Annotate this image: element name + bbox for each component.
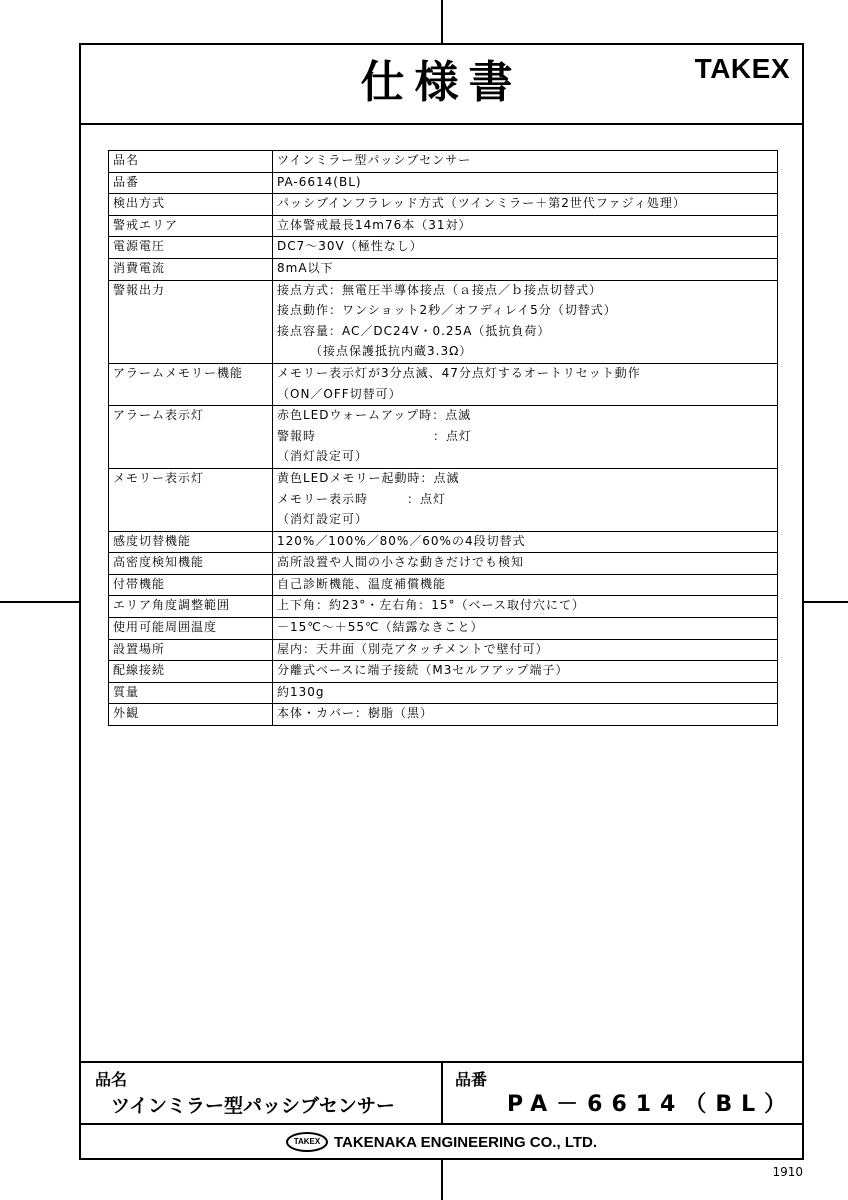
table-row <box>109 215 778 237</box>
spec-label: メモリー表示灯 <box>109 468 273 531</box>
spec-value-line: メモリー表示灯が3分点滅、47分点灯するオートリセット動作 <box>277 365 641 380</box>
spec-value <box>273 531 778 553</box>
spec-label: 使用可能周囲温度 <box>109 618 273 640</box>
spec-value-line: 8mA以下 <box>277 260 334 275</box>
page-title: 仕様書 <box>360 57 523 108</box>
spec-value <box>273 215 778 237</box>
spec-value-line: 警報時 ：点灯 <box>277 428 473 443</box>
spec-value-line: 分離式ベースに端子接続（M3セルフアップ端子） <box>277 663 569 678</box>
document-frame <box>79 43 804 1160</box>
table-row <box>109 280 778 363</box>
spec-value <box>273 194 778 216</box>
table-row <box>109 596 778 618</box>
table-row <box>109 468 778 531</box>
spec-value-line: 上下角：約23°・左右角：15°（ベース取付穴にて） <box>277 598 585 613</box>
spec-value <box>273 280 778 363</box>
spec-table <box>108 150 778 726</box>
spec-value <box>273 172 778 194</box>
spec-value <box>273 151 778 173</box>
spec-value-line: PA-6614(BL) <box>277 174 362 189</box>
spec-value <box>273 639 778 661</box>
table-row <box>109 151 778 173</box>
spec-label: 質量 <box>109 682 273 704</box>
spec-value-line: （消灯設定可） <box>277 449 369 464</box>
spec-value <box>273 596 778 618</box>
spec-label: 品名 <box>109 151 273 173</box>
spec-label: 検出方式 <box>109 194 273 216</box>
table-row <box>109 661 778 683</box>
spec-value <box>273 704 778 726</box>
spec-value <box>273 363 778 405</box>
footer-product-code <box>441 1061 802 1125</box>
spec-value-line: 自己診断機能、温度補償機能 <box>277 576 447 591</box>
spec-value-line: －15℃～＋55℃（結露なきこと） <box>277 620 484 635</box>
spec-label: 配線接続 <box>109 661 273 683</box>
table-row <box>109 531 778 553</box>
footer-code-label: 品番 <box>455 1070 488 1089</box>
spec-label: 品番 <box>109 172 273 194</box>
footer-code-value: PA－6614（BL） <box>507 1092 796 1117</box>
table-row <box>109 618 778 640</box>
table-row <box>109 237 778 259</box>
spec-value-line: 立体警戒最長14m76本（31対） <box>277 217 472 232</box>
spec-value-line: 赤色LEDウォームアップ時：点滅 <box>277 408 472 423</box>
spec-value <box>273 406 778 469</box>
spec-label: アラームメモリー機能 <box>109 363 273 405</box>
spec-value-line: 接点動作：ワンショット2秒／オフディレイ5分（切替式） <box>277 303 617 318</box>
crop-mark-right <box>804 601 848 603</box>
spec-value <box>273 618 778 640</box>
company-row <box>81 1123 802 1160</box>
spec-value <box>273 258 778 280</box>
spec-value-line: ツインミラー型パッシブセンサー <box>277 153 472 167</box>
table-row <box>109 172 778 194</box>
table-row <box>109 574 778 596</box>
spec-value-line: （ON／OFF切替可） <box>277 386 402 401</box>
spec-value-line: DC7～30V（極性なし） <box>277 239 423 254</box>
table-row <box>109 363 778 405</box>
spec-value-line: 120%／100%／80%／60%の4段切替式 <box>277 533 526 548</box>
spec-label: 消費電流 <box>109 258 273 280</box>
spec-value-line: 高所設置や人間の小さな動きだけでも検知 <box>277 555 525 570</box>
spec-value-line: 黄色LEDメモリー起動時：点滅 <box>277 470 460 485</box>
spec-value-line: パッシブインフラレッド方式（ツインミラー＋第2世代ファジィ処理） <box>277 196 686 211</box>
spec-value <box>273 553 778 575</box>
table-row <box>109 553 778 575</box>
spec-value-line: 接点容量：AC／DC24V・0.25A（抵抗負荷） <box>277 323 551 338</box>
spec-value-line: 接点方式：無電圧半導体接点（ａ接点／ｂ接点切替式） <box>277 282 603 297</box>
spec-label: 高密度検知機能 <box>109 553 273 575</box>
spec-value-line: 本体・カバー：樹脂（黒） <box>277 706 434 721</box>
footer-name-label: 品名 <box>95 1070 128 1089</box>
spec-label: 警戒エリア <box>109 215 273 237</box>
table-row <box>109 639 778 661</box>
spec-label: 付帯機能 <box>109 574 273 596</box>
spec-label: エリア角度調整範囲 <box>109 596 273 618</box>
spec-label: 設置場所 <box>109 639 273 661</box>
spec-value <box>273 682 778 704</box>
brand-logo: TAKEX <box>694 53 790 84</box>
spec-value-line: 約130g <box>277 684 325 699</box>
spec-label: アラーム表示灯 <box>109 406 273 469</box>
footer-name-value: ツインミラー型パッシブセンサー <box>111 1095 395 1117</box>
table-row <box>109 682 778 704</box>
crop-mark-bottom <box>441 1160 443 1200</box>
header <box>81 45 802 125</box>
spec-value <box>273 661 778 683</box>
spec-value <box>273 468 778 531</box>
spec-label: 感度切替機能 <box>109 531 273 553</box>
table-row <box>109 194 778 216</box>
spec-value-line: （接点保護抵抗内蔵3.3Ω） <box>277 344 473 359</box>
spec-value-line: メモリー表示時 ：点灯 <box>277 491 447 506</box>
crop-mark-left <box>0 601 79 603</box>
page-number: 1910 <box>772 1165 803 1179</box>
company-logo: TAKEX <box>286 1132 328 1152</box>
spec-value <box>273 237 778 259</box>
table-row <box>109 704 778 726</box>
spec-value-line: 屋内：天井面（別売アタッチメントで壁付可） <box>277 641 549 656</box>
crop-mark-top <box>441 0 443 43</box>
table-row <box>109 258 778 280</box>
spec-label: 警報出力 <box>109 280 273 363</box>
spec-value <box>273 574 778 596</box>
spec-label: 電源電圧 <box>109 237 273 259</box>
table-row <box>109 406 778 469</box>
footer-product-name <box>81 1061 443 1125</box>
company-name: TAKENAKA ENGINEERING CO., LTD. <box>333 1133 598 1151</box>
spec-label: 外観 <box>109 704 273 726</box>
spec-value-line: （消灯設定可） <box>277 512 369 527</box>
